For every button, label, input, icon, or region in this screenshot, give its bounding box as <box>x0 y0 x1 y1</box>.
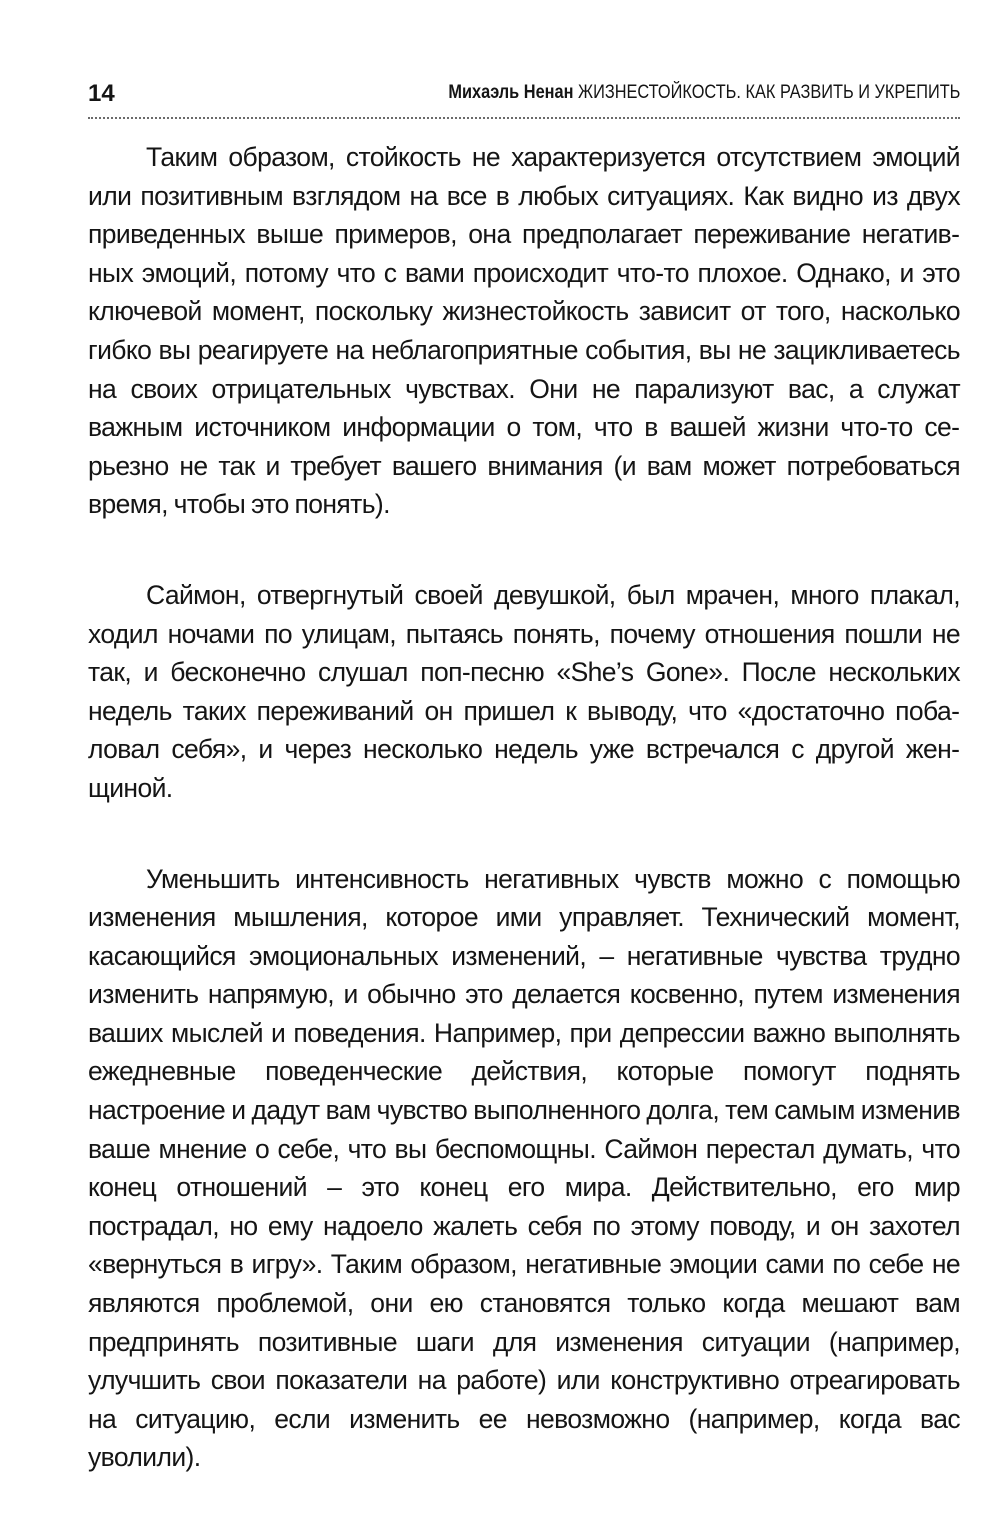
paragraph-1: Таким образом, стойкость не характеризуется отсутствием эмоций или позитивным взглядом на все в любых ситуациях. Как видно из двух приведенных выше примеров, она предполагает переживание негативных эмоций, потому что с вами происходит что-то плохое. Однако, и это ключевой момент, поскольку жизнестойкость зависит от того, насколько гибко вы реагируете на неблагоприятные события, вы не зацикливаетесь на своих отрицательных чувствах. Они не парализуют вас, а служат важным источником информации о том, что в вашей жизни что-то серьезно не так и требует вашего внимания (и вам может потребоваться время, чтобы это понять). <box>88 142 960 520</box>
body-text <box>88 138 960 1477</box>
paragraph-3: Уменьшить интенсивность негативных чувств можно с помощью изменения мышления, которое ими управляет. Технический момент, касающийся эмоциональных изменений, – негативные чувства трудно изменить напрямую, и обычно это делается косвенно, путем изменения ваших мыслей и поведения. Например, при депрессии важно выполнять ежедневные поведенческие действия, которые помогут поднять настроение и дадут вам чувство выполненного долга, тем самым изменив ваше мнение о себе, что вы беспомощны. Саймон перестал думать, что конец отношений – это конец его мира. Действительно, его мир пострадал, но ему надоело жалеть себя по этому поводу, и он захотел «вернуться в игру». Таким образом, негативные эмоции сами по себе не являются проблемой, они ею становятся только когда мешают вам предпринять позитивные шаги для изменения ситуации (например, улучшить свои показатели на работе) или конструктивно отреагировать на ситуацию, если изменить ее невозможно (например, когда вас уволили). <box>88 863 960 1473</box>
running-title-book: ЖИЗНЕСТОЙКОСТЬ. КАК РАЗВИТЬ И УКРЕПИТЬ <box>577 82 960 103</box>
paragraph-2: Саймон, отвергнутый своей девушкой, был мрачен, много плакал, ходил ночами по улицам, пытаясь понять, почему отношения пошли не так, и бесконечно слушал поп-песню «She’s Gone». После нескольких недель таких переживаний он пришел к выводу, что «достаточно побаловал себя», и через несколько недель уже встречался с другой женщиной. <box>88 579 960 803</box>
header-divider <box>88 117 960 119</box>
running-title <box>448 82 960 104</box>
running-title-author: Михаэль Ненан <box>447 82 574 103</box>
page-number: 14 <box>88 80 115 107</box>
page-header <box>88 74 960 114</box>
